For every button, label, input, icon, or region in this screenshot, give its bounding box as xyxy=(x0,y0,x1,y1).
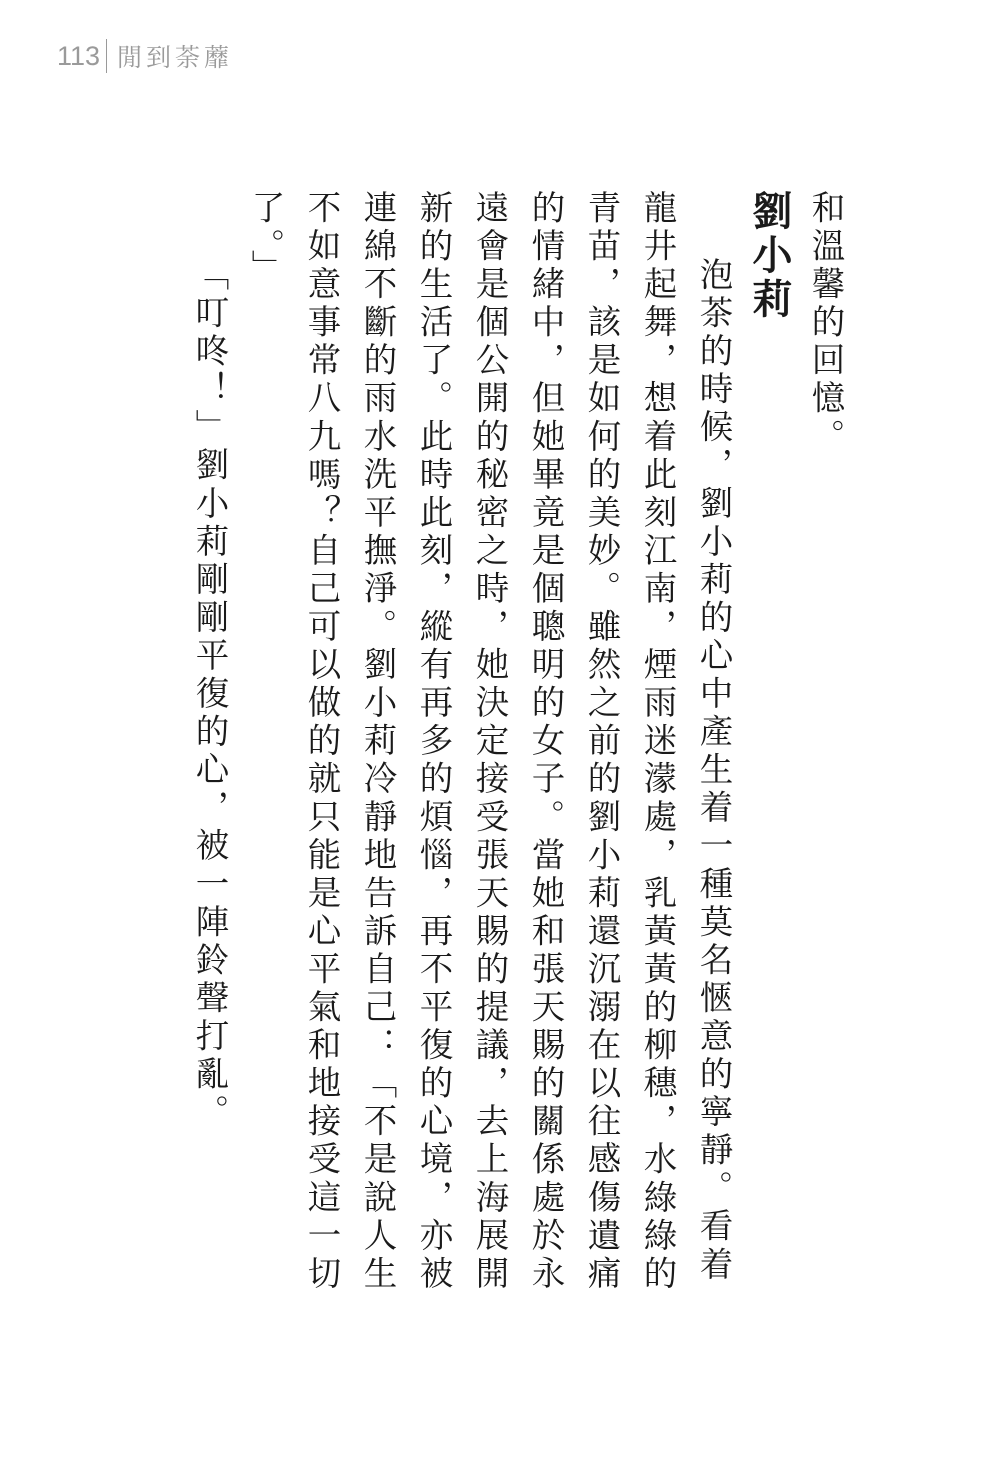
continued-paragraph: 和溫馨的回憶。 xyxy=(806,190,845,457)
header-divider xyxy=(106,39,107,73)
section-heading: 劉小莉 xyxy=(746,190,793,322)
paragraph-1: 泡茶的時候，劉小莉的心中產生着一種莫名愜意的寧靜。看着龍井起舞，想着此刻江南，煙雨迷濛處，乳黃黃的柳穗，水綠綠的青苗，該是如何的美妙。雖然之前的劉小莉還沉溺在以往感傷遺痛的情緒中，但她畢竟是個聰明的女子。當她和張天賜的關係處於永遠會是個公開的秘密之時，她決定接受張天賜的提議，去上海展開新的生活了。此時此刻，縱有再多的煩惱，再不平復的心境，亦被連綿不斷的雨水洗平撫淨。劉小莉冷靜地告訴自己：「不是說人生不如意事常八九嗎？自己可以做的就只能是心平氣和地接受這一切了。」 xyxy=(246,190,733,1294)
running-title: 閒到荼蘼 xyxy=(117,43,234,72)
page-header xyxy=(57,36,233,76)
paragraph-2: 「叮咚！」劉小莉剛剛平復的心，被一陣鈴聲打亂。 xyxy=(190,257,229,1133)
vertical-text-body xyxy=(181,190,853,1310)
page-number: 113 xyxy=(57,40,101,71)
